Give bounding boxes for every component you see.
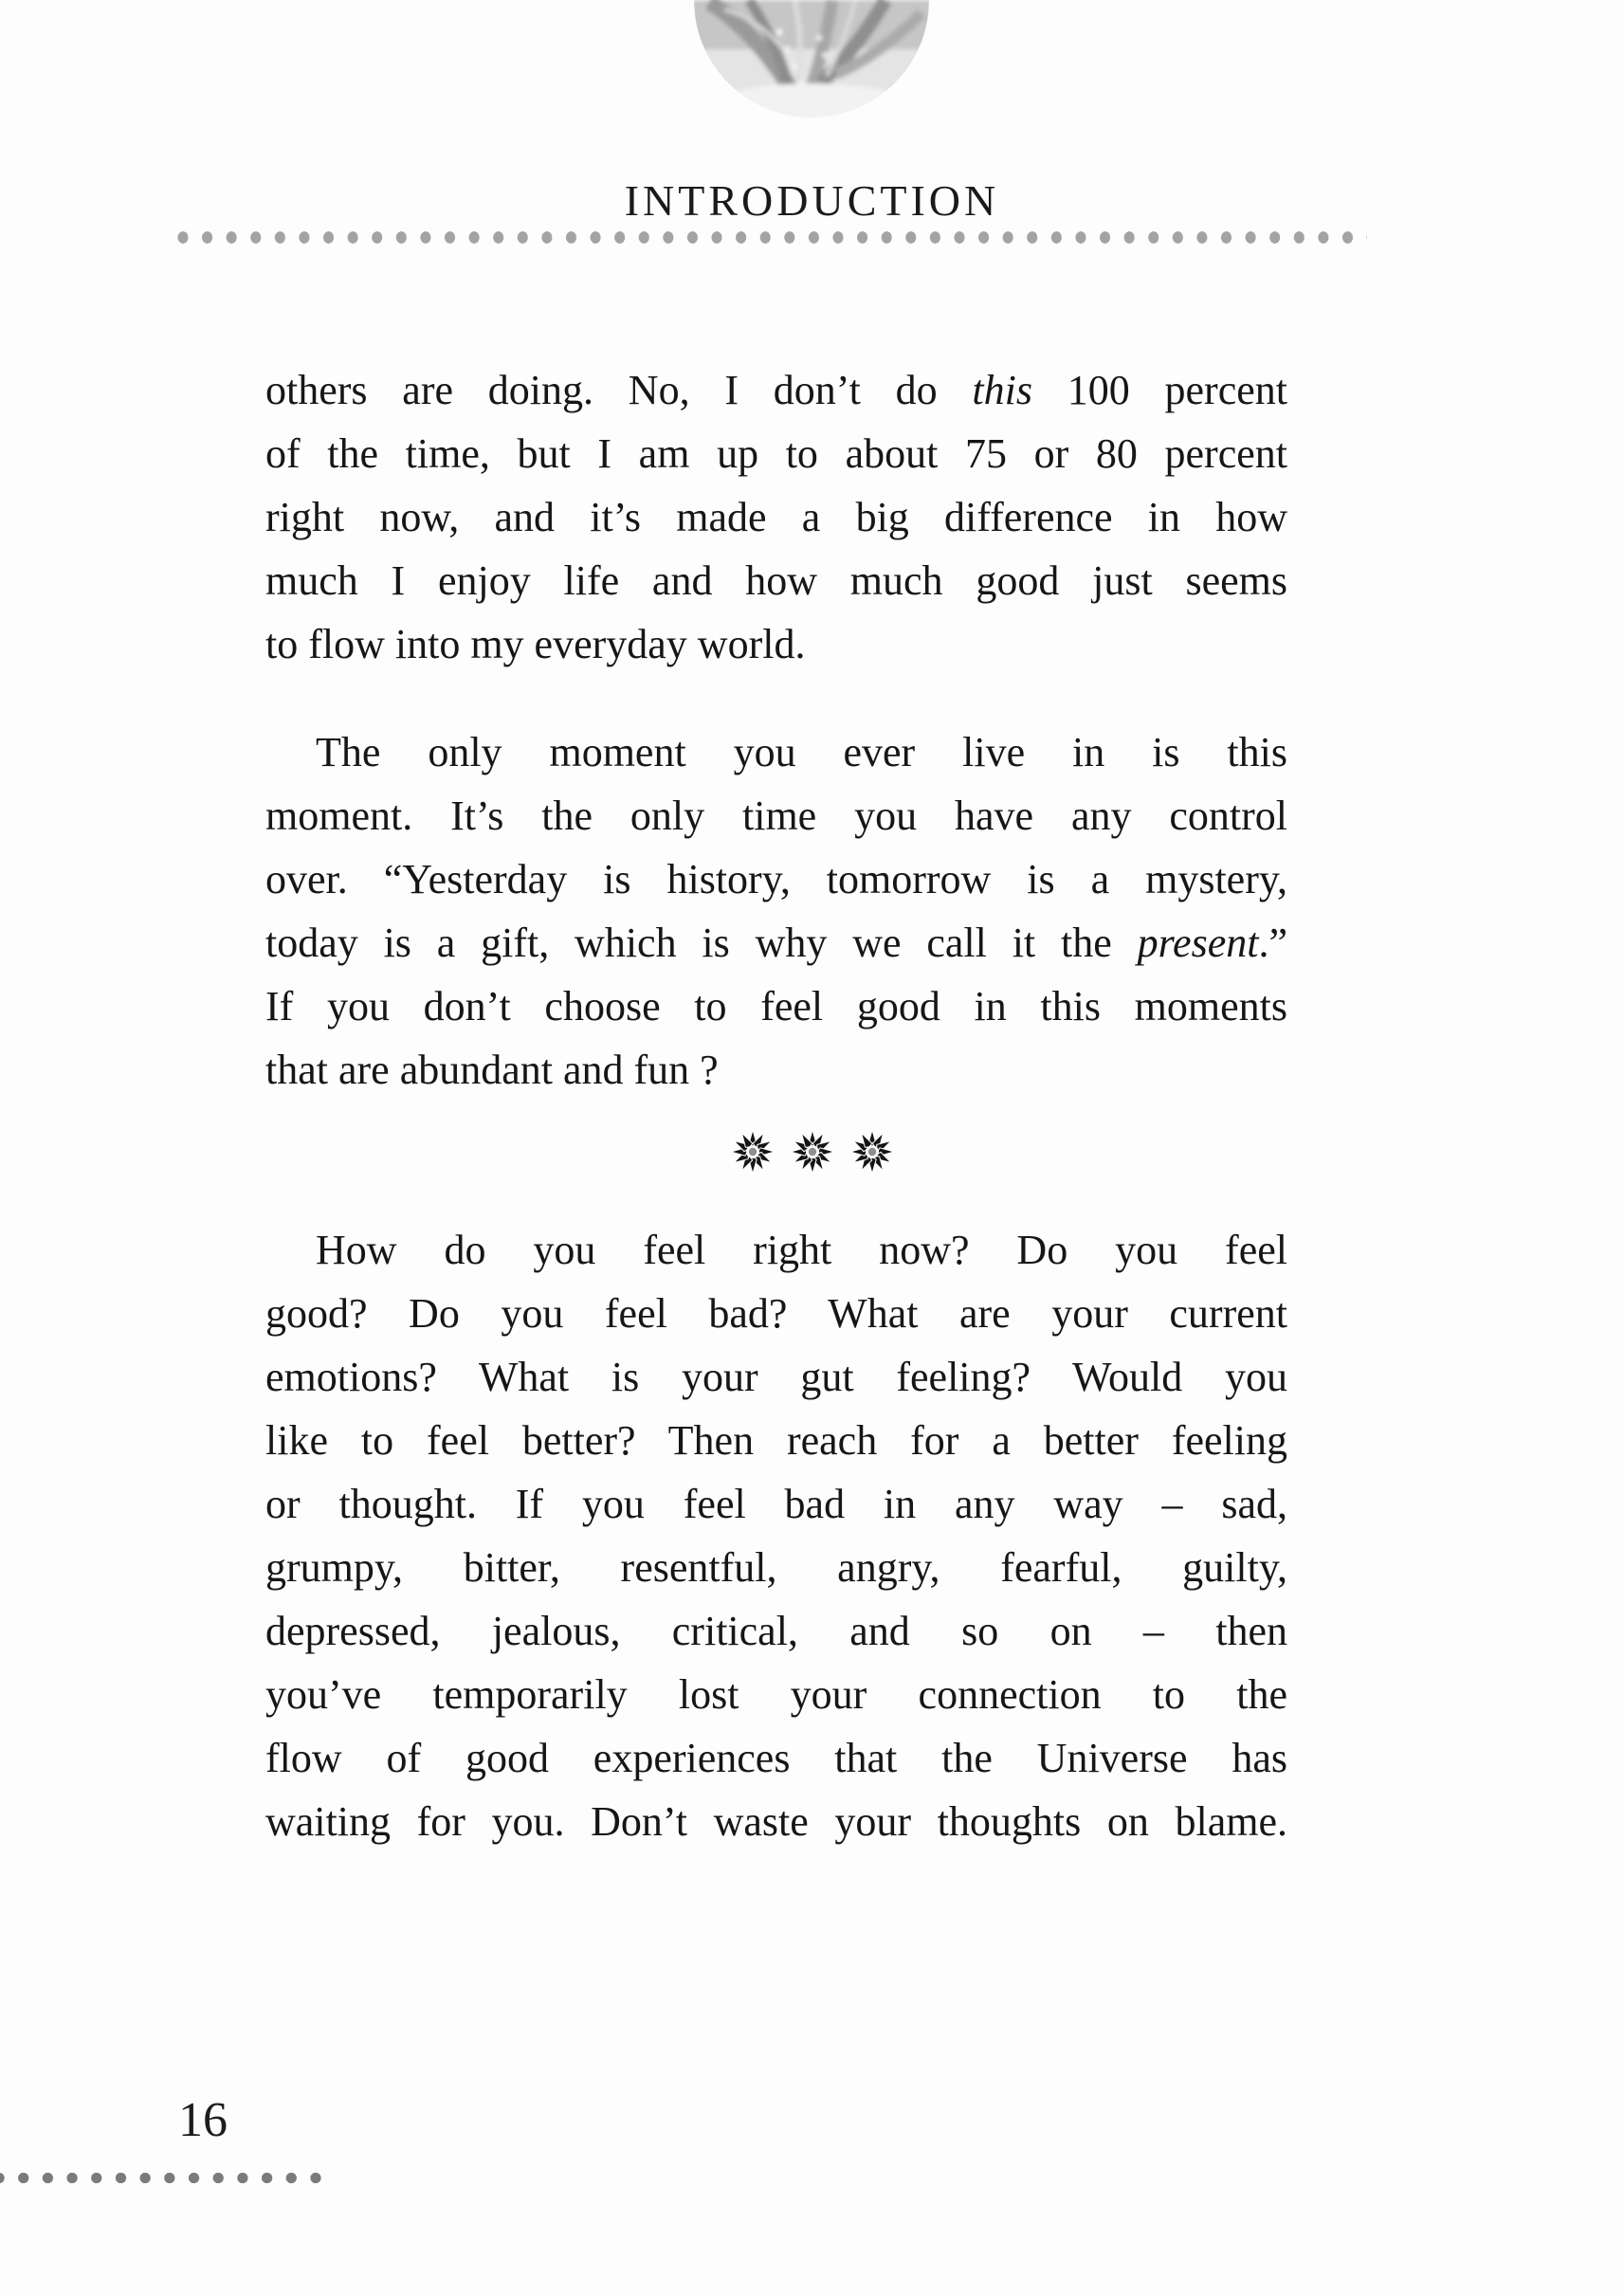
section-divider: [0, 1128, 1624, 1175]
footer-dotted-rule: [0, 2171, 330, 2185]
text-line: right now, and it’s made a big difference in how: [265, 494, 1287, 540]
twelve-petal-flower-icon: [789, 1128, 836, 1175]
twelve-petal-flower-icon: [848, 1128, 896, 1175]
text-line: If you don’t choose to feel good in this moments: [265, 983, 1287, 1030]
text-line: like to feel better? Then reach for a better feeling: [265, 1417, 1287, 1464]
text-line: to flow into my everyday world.: [265, 621, 806, 667]
text-line: waiting for you. Don’t waste your thoughts on blame.: [265, 1798, 1287, 1845]
page-title: INTRODUCTION: [624, 176, 1000, 225]
text-line: you’ve temporarily lost your connection to the: [265, 1671, 1287, 1718]
text-line: The only moment you ever live in is this: [316, 729, 1287, 775]
text-line: grumpy, bitter, resentful, angry, fearful, guilty,: [265, 1544, 1287, 1591]
text-line: that are abundant and fun ?: [265, 1047, 719, 1093]
text-line: over. “Yesterday is history, tomorrow is a mystery,: [265, 856, 1287, 902]
text-line: today is a gift, which is why we call it the present.”: [265, 920, 1287, 966]
text-line: moment. It’s the only time you have any control: [265, 793, 1287, 839]
body-paragraph: [265, 1218, 1287, 1853]
text-line: or thought. If you feel bad in any way – sad,: [265, 1481, 1287, 1527]
text-line: emotions? What is your gut feeling? Would you: [265, 1354, 1287, 1400]
body-paragraph: [265, 358, 1287, 676]
floral-medallion-image: [692, 0, 931, 119]
text-line: of the time, but I am up to about 75 or 80 percent: [265, 430, 1287, 477]
header-dotted-rule: [176, 230, 1367, 245]
text-line: much I enjoy life and how much good just seems: [265, 557, 1287, 604]
text-line: good? Do you feel bad? What are your current: [265, 1290, 1287, 1337]
text-line: flow of good experiences that the Universe has: [265, 1735, 1287, 1781]
body-paragraph: [265, 720, 1287, 1102]
text-line: How do you feel right now? Do you feel: [316, 1227, 1287, 1273]
text-line: depressed, jealous, critical, and so on – then: [265, 1608, 1287, 1654]
text-line: others are doing. No, I don’t do this 100 percent: [265, 367, 1287, 413]
page-number: 16: [178, 2093, 228, 2147]
twelve-petal-flower-icon: [729, 1128, 776, 1175]
